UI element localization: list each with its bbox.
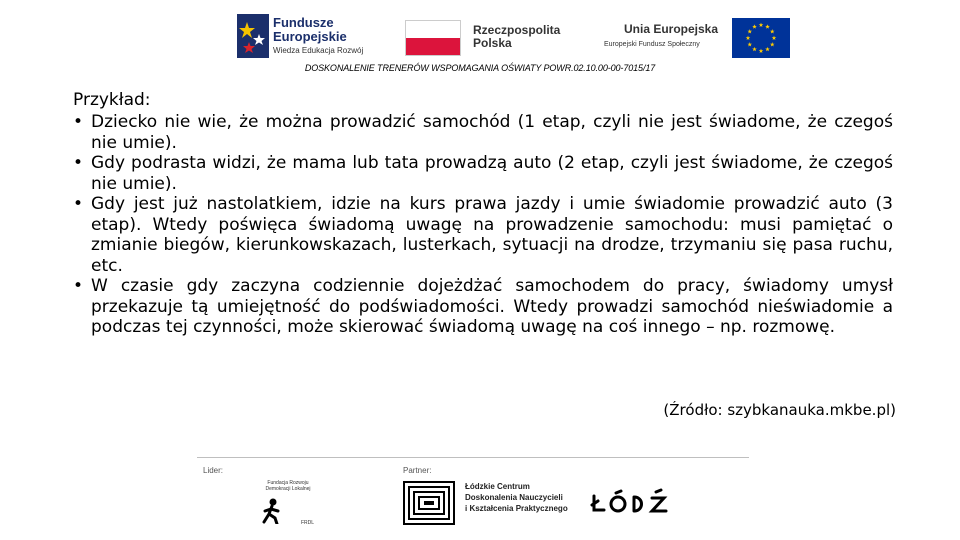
rp-logo-line1: Rzeczpospolita: [473, 23, 561, 37]
ldnikp-square-icon: [403, 481, 455, 525]
eu-star-icon: [746, 36, 751, 40]
eu-star-icon: [772, 36, 777, 40]
project-identifier: DOSKONALENIE TRENERÓW WSPOMAGANIA OŚWIATY POWR.02.10.00-00-7015/17: [304, 63, 656, 73]
example-heading: Przykład:: [73, 90, 151, 110]
bullet-icon: •: [73, 153, 84, 173]
ldnikp-line-3: i Kształcenia Praktycznego: [465, 504, 568, 513]
lodz-city-logo: [590, 488, 672, 518]
eu-star-icon: [747, 42, 752, 46]
eu-star-icon: [770, 29, 775, 33]
footer-divider: [197, 457, 749, 458]
lider-label: Lider:: [203, 466, 224, 475]
main-content: [73, 90, 893, 338]
bullet-icon: •: [73, 194, 84, 214]
rp-logo-line2: Polska: [473, 36, 512, 50]
eu-star-icon: [752, 24, 757, 28]
fe-stars-icon: [237, 14, 269, 58]
eu-star-icon: [752, 47, 757, 51]
ue-logo-title: Unia Europejska: [624, 22, 719, 36]
partner-label: Partner:: [403, 466, 432, 475]
rzeczpospolita-polska-logo: [405, 18, 575, 58]
eu-star-icon: [747, 29, 752, 33]
fe-logo-title: Fundusze Europejskie: [273, 15, 347, 44]
ldnikp-line-2: Doskonalenia Nauczycieli: [465, 493, 563, 502]
bullet-text: Gdy podrasta widzi, że mama lub tata prowadzą auto (2 etap, czyli jest świadome, że czegoś nie umie).: [91, 153, 893, 194]
frdl-logo-text: Fundacja Rozwoju Demokracji Lokalnej: [265, 480, 311, 492]
eu-flag-icon: [732, 18, 790, 58]
bullet-list: [73, 112, 893, 338]
bullet-item: [73, 153, 893, 194]
frdl-logo: [256, 478, 316, 528]
polish-flag-icon: [405, 20, 461, 56]
lodz-logotype-icon: [590, 488, 672, 518]
eu-star-icon: [759, 49, 764, 53]
fe-logo-subtitle: Wiedza Edukacja Rozwój: [273, 46, 364, 55]
walking-figure-icon: [260, 498, 284, 524]
bullet-text: Gdy jest już nastolatkiem, idzie na kurs prawa jazdy i umie świadomie prowadzić auto (3 etap). Wtedy poświęca świadomą uwagę na prowadzenie samochodu: musi pamiętać o zmianie biegów, kierunkowskazach, lusterkach, sytuacji na drodze, trzymaniu się pasa ruchu, etc.: [91, 194, 893, 276]
eu-star-icon: [770, 42, 775, 46]
eu-star-icon: [759, 23, 764, 27]
eu-star-icon: [765, 24, 770, 28]
bullet-item: [73, 112, 893, 153]
source-citation: (Źródło: szybkanauka.mkbe.pl): [663, 401, 896, 419]
bullet-item: [73, 194, 893, 276]
bullet-item: [73, 276, 893, 338]
frdl-logo-mark: FRDL: [300, 520, 314, 526]
ue-logo-subtitle: Europejski Fundusz Społeczny: [604, 41, 700, 48]
fundusze-europejskie-logo: [237, 14, 377, 60]
eu-star-icon: [765, 47, 770, 51]
ldnikp-logo: [403, 481, 568, 525]
bullet-icon: •: [73, 276, 84, 296]
bullet-text: Dziecko nie wie, że można prowadzić samochód (1 etap, czyli nie jest świadome, że czegoś nie umie).: [91, 112, 893, 153]
bullet-text: W czasie gdy zaczyna codziennie dojeżdżać samochodem do pracy, świadomy umysł przekazuje tą umiejętność do podświadomości. Wtedy prowadzi samochód nieświadomie a podczas tej czynności, może skierować świadomą uwagę na coś innego – np. rozmowę.: [91, 276, 893, 337]
ldnikp-line-1: Łódzkie Centrum: [465, 482, 530, 491]
unia-europejska-logo: [600, 18, 790, 60]
bullet-icon: •: [73, 112, 84, 132]
